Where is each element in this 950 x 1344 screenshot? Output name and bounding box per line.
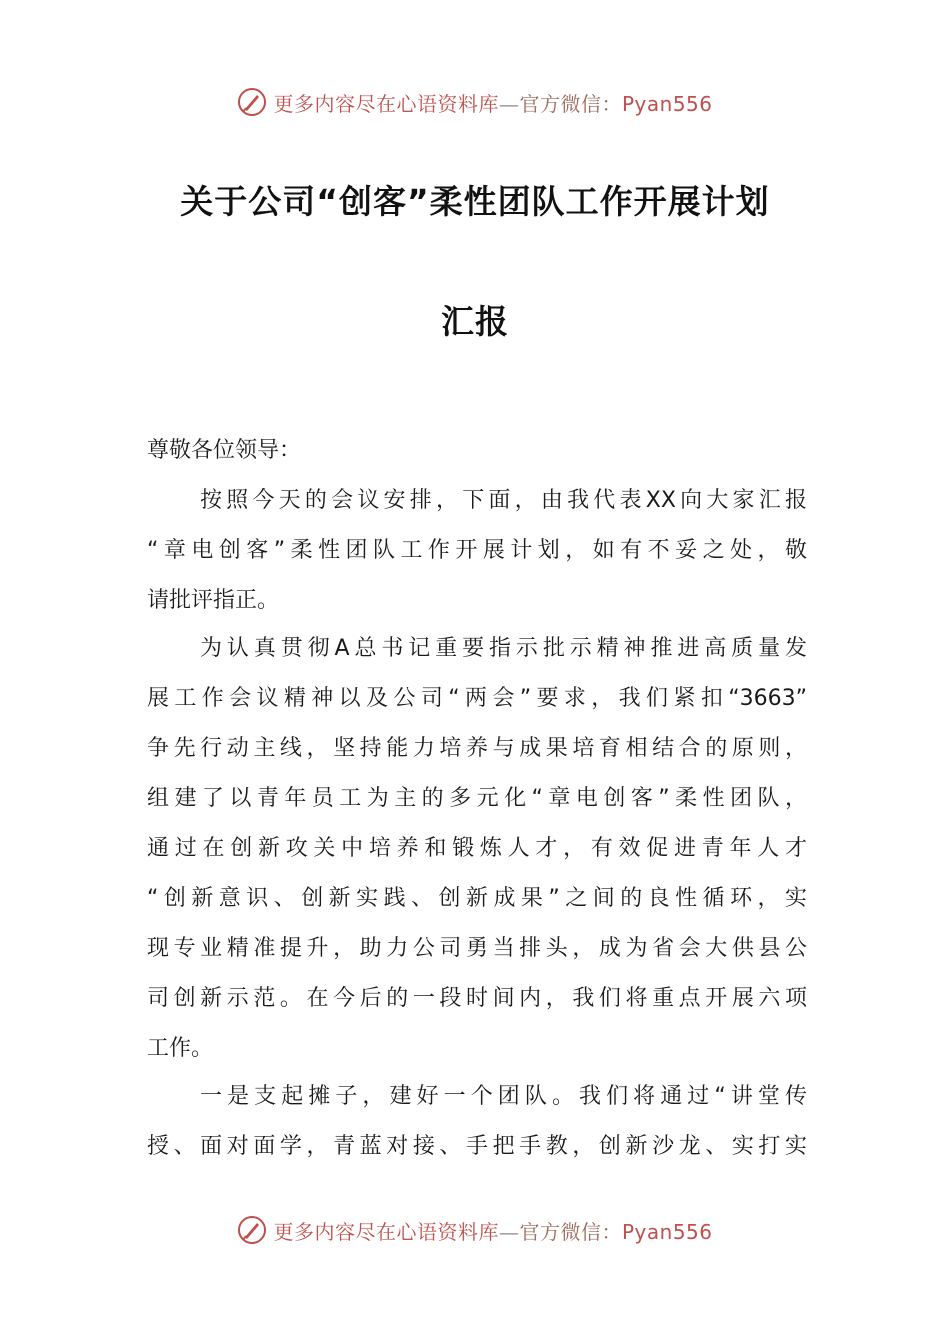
- paragraph-line: 争先行动主线，坚持能力培养与成果培育相结合的原则，: [147, 736, 807, 761]
- quill-logo-icon: [237, 87, 267, 117]
- paragraph-line: 请批评指正。: [147, 588, 280, 613]
- document-title-line-2: 汇报: [441, 302, 509, 341]
- watermark-text: 更多内容尽在心语资料库—官方微信：Pyan556: [273, 91, 713, 116]
- paragraph-line: 司创新示范。在今后的一段时间内，我们将重点开展六项: [147, 986, 807, 1011]
- paragraph-line: “创新意识、创新实践、创新成果”之间的良性循环，实: [147, 886, 807, 911]
- paragraph-line: “章电创客”柔性团队工作开展计划，如有不妥之处，敬: [147, 538, 807, 563]
- paragraph-line: 组建了以青年员工为主的多元化“章电创客”柔性团队，: [147, 786, 807, 811]
- document-title-line-1: 关于公司“创客”柔性团队工作开展计划: [180, 182, 770, 221]
- paragraph-line: 一是支起摊子，建好一个团队。我们将通过“讲堂传: [200, 1084, 807, 1109]
- paragraph-line: 通过在创新攻关中培养和锻炼人才，有效促进青年人才: [147, 836, 807, 861]
- watermark-text: 更多内容尽在心语资料库—官方微信：Pyan556: [273, 1219, 713, 1244]
- header-watermark: [0, 82, 950, 122]
- paragraph-line: 为认真贯彻A总书记重要指示批示精神推进高质量发: [200, 636, 807, 661]
- paragraph-line: 工作。: [147, 1036, 214, 1061]
- salutation: 尊敬各位领导：: [147, 438, 302, 463]
- quill-logo-icon: [237, 1215, 267, 1245]
- paragraph-line: 按照今天的会议安排，下面，由我代表XX向大家汇报: [200, 488, 807, 513]
- paragraph-line: 展工作会议精神以及公司“两会”要求，我们紧扣“3663”: [147, 686, 807, 711]
- paragraph-line: 现专业精准提升，助力公司勇当排头，成为省会大供县公: [147, 936, 807, 961]
- footer-watermark: [0, 1210, 950, 1250]
- paragraph-line: 授、面对面学，青蓝对接、手把手教，创新沙龙、实打实: [147, 1134, 807, 1159]
